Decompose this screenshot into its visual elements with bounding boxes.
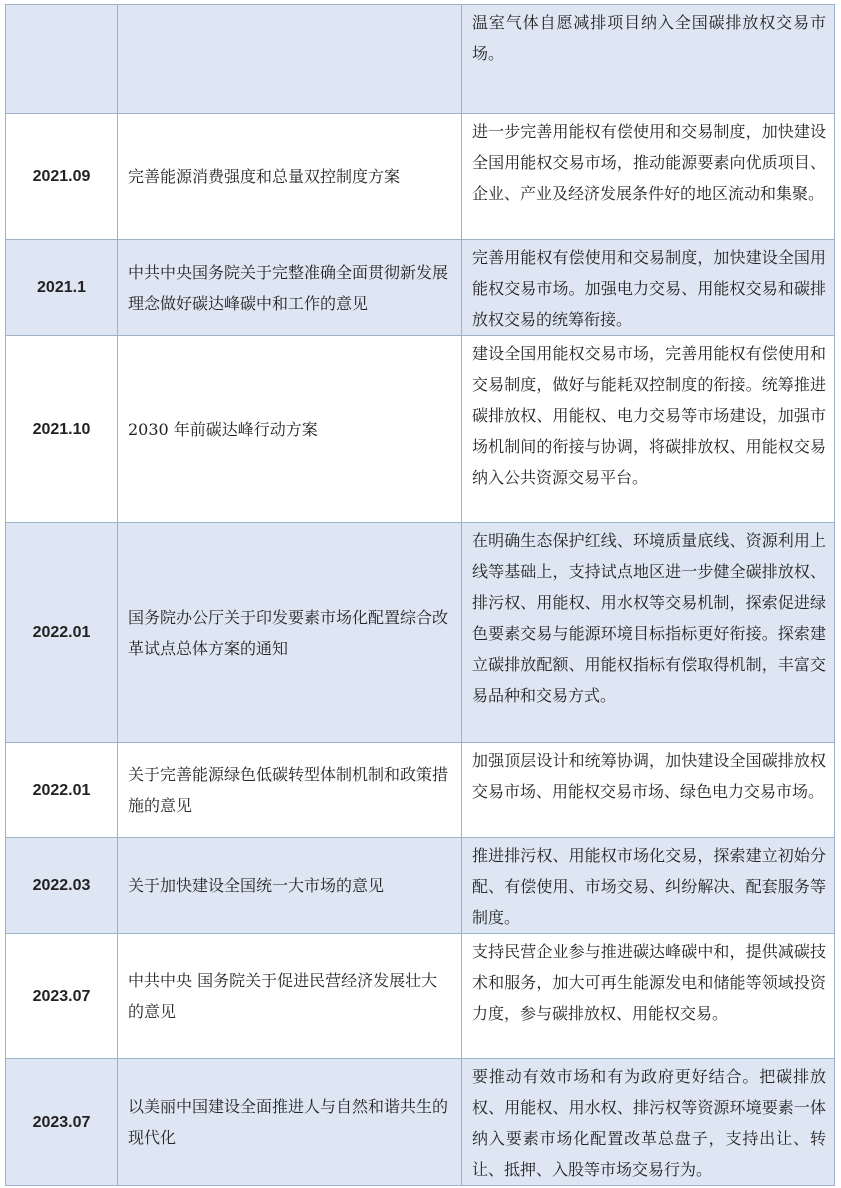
document-cell: 关于完善能源绿色低碳转型体制机制和政策措施的意见: [118, 743, 462, 838]
table-row: [6, 838, 835, 934]
table-row: [6, 240, 835, 336]
date-cell: [6, 5, 118, 114]
detail-cell: 进一步完善用能权有偿使用和交易制度，加快建设全国用能权交易市场，推动能源要素向优质项目、企业、产业及经济发展条件好的地区流动和集聚。: [462, 114, 835, 240]
table-row: [6, 743, 835, 838]
detail-cell: 推进排污权、用能权市场化交易，探索建立初始分配、有偿使用、市场交易、纠纷解决、配套服务等制度。: [462, 838, 835, 934]
document-cell: 中共中央国务院关于完整准确全面贯彻新发展理念做好碳达峰碳中和工作的意见: [118, 240, 462, 336]
detail-cell: 支持民营企业参与推进碳达峰碳中和，提供减碳技术和服务，加大可再生能源发电和储能等领域投资力度，参与碳排放权、用能权交易。: [462, 934, 835, 1059]
detail-cell: 要推动有效市场和有为政府更好结合。把碳排放权、用能权、用水权、排污权等资源环境要素一体纳入要素市场化配置改革总盘子，支持出让、转让、抵押、入股等市场交易行为。: [462, 1059, 835, 1186]
table-row: [6, 1059, 835, 1186]
detail-cell: 建设全国用能权交易市场，完善用能权有偿使用和交易制度，做好与能耗双控制度的衔接。统筹推进碳排放权、用能权、电力交易等市场建设，加强市场机制间的衔接与协调，将碳排放权、用能权交易纳入公共资源交易平台。: [462, 336, 835, 523]
detail-cell: 完善用能权有偿使用和交易制度，加快建设全国用能权交易市场。加强电力交易、用能权交易和碳排放权交易的统筹衔接。: [462, 240, 835, 336]
document-cell: 关于加快建设全国统一大市场的意见: [118, 838, 462, 934]
table-row: [6, 114, 835, 240]
document-cell: [118, 5, 462, 114]
date-cell: 2021.10: [6, 336, 118, 523]
policy-table: [5, 4, 835, 1186]
date-cell: 2021.1: [6, 240, 118, 336]
date-cell: 2022.01: [6, 523, 118, 743]
document-cell: 完善能源消费强度和总量双控制度方案: [118, 114, 462, 240]
table-row: [6, 934, 835, 1059]
date-cell: 2023.07: [6, 934, 118, 1059]
table-row: [6, 336, 835, 523]
date-cell: 2021.09: [6, 114, 118, 240]
table-row: [6, 5, 835, 114]
document-cell: 2030 年前碳达峰行动方案: [118, 336, 462, 523]
date-cell: 2022.03: [6, 838, 118, 934]
date-cell: 2023.07: [6, 1059, 118, 1186]
document-cell: 以美丽中国建设全面推进人与自然和谐共生的现代化: [118, 1059, 462, 1186]
document-cell: 国务院办公厅关于印发要素市场化配置综合改革试点总体方案的通知: [118, 523, 462, 743]
table-row: [6, 523, 835, 743]
detail-cell: 温室气体自愿减排项目纳入全国碳排放权交易市场。: [462, 5, 835, 114]
detail-cell: 在明确生态保护红线、环境质量底线、资源利用上线等基础上，支持试点地区进一步健全碳排放权、排污权、用能权、用水权等交易机制，探索促进绿色要素交易与能源环境目标指标更好衔接。探索建立碳排放配额、用能权指标有偿取得机制，丰富交易品种和交易方式。: [462, 523, 835, 743]
detail-cell: 加强顶层设计和统筹协调，加快建设全国碳排放权交易市场、用能权交易市场、绿色电力交易市场。: [462, 743, 835, 838]
document-cell: 中共中央 国务院关于促进民营经济发展壮大的意见: [118, 934, 462, 1059]
date-cell: 2022.01: [6, 743, 118, 838]
policy-table-body: [6, 5, 835, 1186]
